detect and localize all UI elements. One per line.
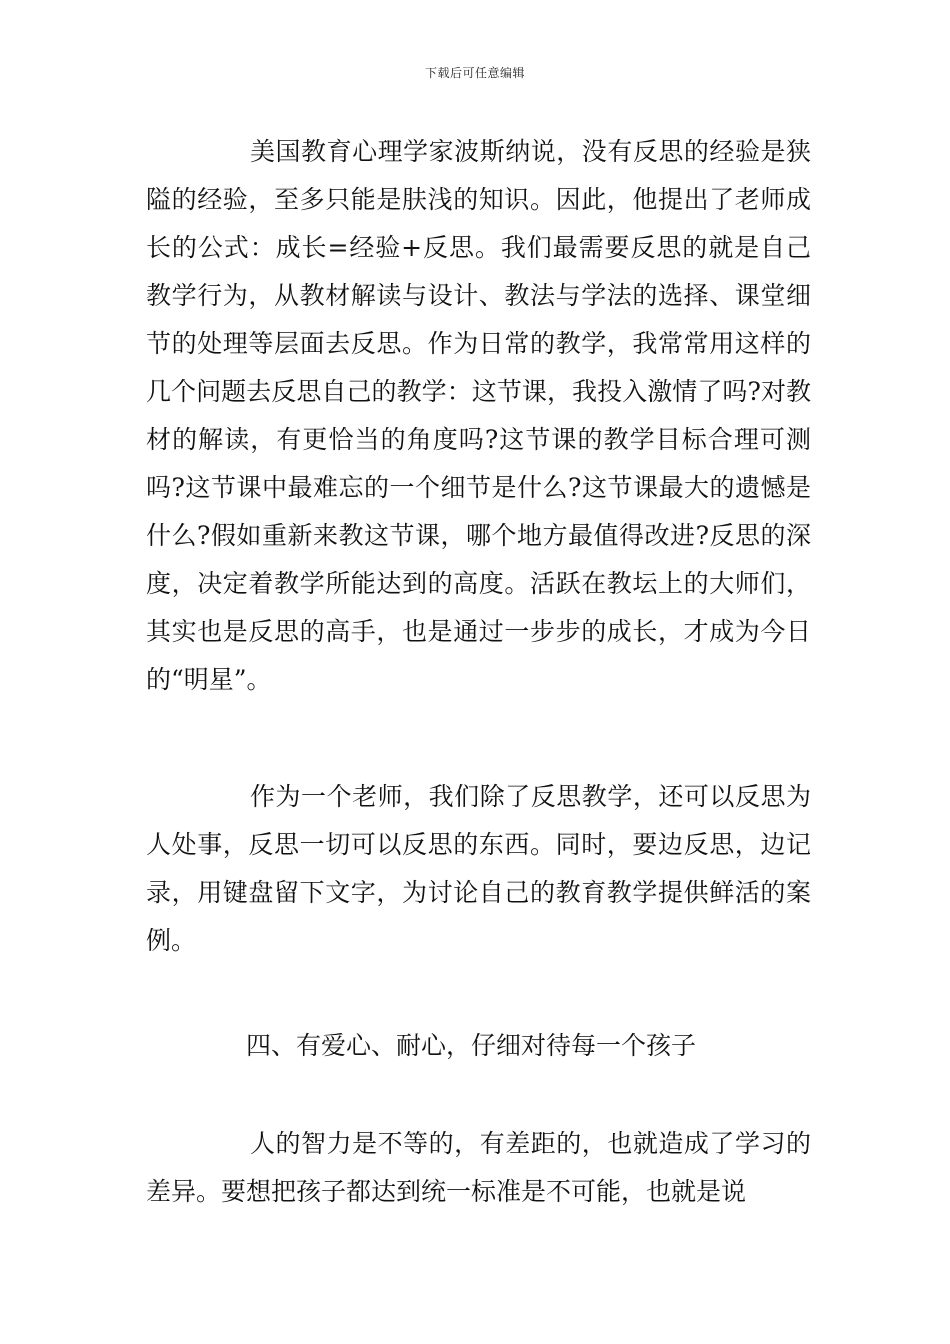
paragraph-intelligence: 人的智力是不等的，有差距的，也就造成了学习的差异。要想把孩子都达到统一标准是不可能，也就是说 [146,1129,811,1206]
paragraph-reflection: 美国教育心理学家波斯纳说，没有反思的经验是狭隘的经验，至多只能是肤浅的知识。因此，他提出了老师成长的公式：成长=经验+反思。我们最需要反思的就是自己教学行为，从教材解读与设计、教法与学法的选择、课堂细节的处理等层面去反思。作为日常的教学，我常常用这样的几个问题去反思自己的教学：这节课，我投入激情了吗?对教材的解读，有更恰当的角度吗?这节课的教学目标合理可测吗?这节课中最难忘的一个细节是什么?这节课最大的遗憾是什么?假如重新来教这节课，哪个地方最值得改进?反思的深度，决定着教学所能达到的高度。活跃在教坛上的大师们，其实也是反思的高手，也是通过一步步的成长，才成为今日的“明星”。 [146,137,811,694]
section-heading: 四、有爱心、耐心，仔细对待每一个孩子 [246,1031,697,1060]
paragraph-teacher-reflection: 作为一个老师，我们除了反思教学，还可以反思为人处事，反思一切可以反思的东西。同时，要边反思，边记录，用键盘留下文字，为讨论自己的教育教学提供鲜活的案例。 [146,782,811,955]
header-note: 下载后可任意编辑 [424,66,525,80]
